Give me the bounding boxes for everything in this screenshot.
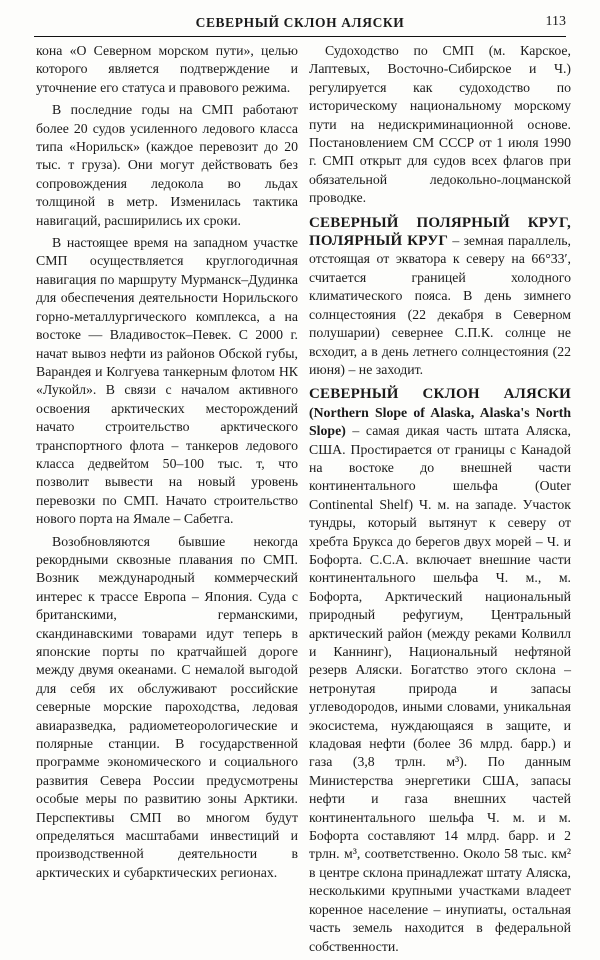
header-rule <box>34 36 566 37</box>
running-title: СЕВЕРНЫЙ СКЛОН АЛЯСКИ <box>195 15 405 30</box>
entry-text: – самая дикая часть штата Аляска, США. Простирается от границы с Канадой на востоке до внешней части континентального шельфа (Outer Continental Shelf) Ч. м. на западе. Участок тундры, который вытянут к северу от хребта Брукса до берегов двух морей – Ч. и Бофорта. С.С.А. включает внешние части континентального шельфа Ч. м., м. Бофорта, Арктический национальный природный рефугиум, Центральный арктический район (между реками Колвилл и Каннинг), Национальный нефтяной резерв Аляски. Богатство этого склона – нетронутая природа и запасы углеводородов, иными словами, уникальная экосистема, нуждающаяся в защите, и кладовая нефти (более 36 млрд. барр.) и газа (3,8 трлн. м³). По данным Министерства энергетики США, запасы нефти и газа внешних частей континентального шельфа Ч. м. и м. Бофорта составляют 14 млрд. барр. и 2 трлн. м³, соответственно. Около 58 тыс. км² в центре склона принадлежат штату Аляска, несколькими крупными участками владеет коренное население – инупиаты, остальная часть земель находится в федеральной собственности. <box>309 423 571 954</box>
paragraph: В последние годы на СМП работают более 20 судов усиленного ледового класса типа «Норильск» (каждое перевозит до 20 тыс. т груза). Они могут действовать без сопровождения ледокола во льдах толщиной в метр. Изменилась тактика навигаций, расширились их сроки. <box>36 102 298 228</box>
left-column <box>36 42 298 886</box>
entry-term: СЕВЕРНЫЙ СКЛОН АЛЯСКИ <box>309 386 571 403</box>
entry-term-english: (Northern Slope of Alaska, Alaska's North Slope) <box>309 404 571 439</box>
running-header <box>34 12 566 34</box>
entry-term: СЕВЕРНЫЙ ПОЛЯРНЫЙ КРУГ, ПОЛЯРНЫЙ КРУГ <box>309 214 571 250</box>
page-number: 113 <box>545 14 566 29</box>
dictionary-entry-arctic-circle <box>309 214 571 380</box>
paragraph: Судоходство по СМП (м. Карское, Лаптевых, Восточно-Сибирское и Ч.) регулируется как судоходство по историческому национальному морскому пути на недискриминационной основе. Постановлением СМ СССР от 1 июля 1990 г. СМП открыт для судов всех флагов при обязательной ледокольно-лоцманской проводке. <box>309 43 571 206</box>
dictionary-entry-north-slope <box>309 385 571 956</box>
paragraph: кона «О Северном морском пути», целью которого является подтверждение и уточнение его статуса и правового режима. <box>36 43 298 95</box>
entry-text: – земная параллель, отстоящая от экватора к северу на 66°33′, считается границей холодного климатического пояса. В день зимнего солнцестояния (22 декабря в Северном полушарии) севернее С.П.К. солнце не всходит, а в день летнего солнцестояния (22 июня) – не заходит. <box>309 233 571 377</box>
paragraph: В настоящее время на западном участке СМП осуществляется круглогодичная навигация по маршруту Мурманск–Дудинка для обеспечения деятельности Норильского горно-металлургического комплекса, а на востоке — Владивосток–Певек. С 2000 г. начат вывоз нефти из районов Обской губы, Варандея и Колгуева танкерным флотом НК «Лукойл». В связи с началом активного освоения арктических месторождений начато строительство арктического транспортного флота – танкеров ледового класса дедвейтом 50–100 тыс. т, что позволит вывести на новый уровень перевозки по СМП. Начато строительство нового порта на Ямале – Сабетга. <box>36 235 298 527</box>
right-column <box>309 42 571 960</box>
paragraph: Возобновляются бывшие некогда рекордными сквозные плавания по СМП. Возник международный коммерческий интерес к трассе Европа – Япония. Суда с британскими, германскими, скандинавскими товарами идут теперь в японские порты по кратчайшей дороге между двумя океанами. С немалой выгодой для себя их обслуживают российские северные морские пароходства, ледовая авиаразведка, радиометеорологические и полярные станции. В государственной программе экономического и социального развития Севера России предусмотрены особые меры по развитию зоны Арктики. Перспективы СМП во многом будут определяться масштабами инвестиций и производственной деятельности в арктических и субарктических регионах. <box>36 533 298 880</box>
